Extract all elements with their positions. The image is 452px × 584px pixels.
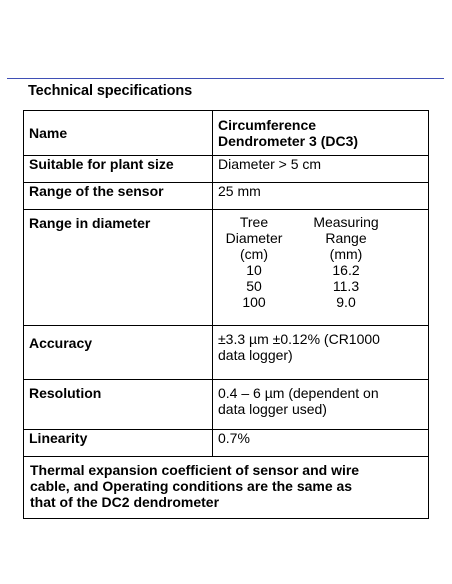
diameter-cell: 100 [242,294,266,310]
name-label: Name [24,111,213,156]
row-resolution [24,380,429,430]
spec-table [23,110,429,519]
range-cell: 11.3 [332,278,360,294]
header-rule [7,78,444,79]
resolution-label: Resolution [24,380,213,430]
accuracy-value [213,326,429,380]
row-accuracy [24,326,429,380]
accuracy-value-line2: data logger) [218,347,293,363]
name-value-line2: Dendrometer 3 (DC3) [218,133,359,149]
accuracy-value-line1: ±3.3 µm ±0.12% (CR1000 [218,331,380,347]
diameter-range-grid [218,210,428,310]
col2-header-1: Measuring [313,214,379,230]
row-note [24,457,429,519]
row-plant-size [24,156,429,183]
note-line2: cable, and Operating conditions are the same as [30,478,353,494]
row-name [24,111,429,156]
sensor-range-value: 25 mm [213,183,429,210]
resolution-value-line2: data logger used) [218,401,327,417]
col1-header-1: Tree [239,214,269,230]
section-title: Technical specifications [28,83,193,99]
diameter-range-label: Range in diameter [24,210,213,326]
col1-header-3: (cm) [240,246,268,262]
note-cell [24,457,429,519]
plant-size-value: Diameter > 5 cm [213,156,429,183]
measuring-range-column [296,214,396,310]
col2-header-3: (mm) [329,246,363,262]
row-diameter-range [24,210,429,326]
diameter-cell: 10 [246,262,262,278]
range-cell: 9.0 [336,294,356,310]
row-linearity [24,430,429,457]
range-cell: 16.2 [332,262,360,278]
linearity-label: Linearity [24,430,213,457]
name-value [213,111,429,156]
tree-diameter-column [218,214,290,310]
note-line3: that of the DC2 dendrometer [30,494,220,510]
note-line1: Thermal expansion coefficient of sensor and wire [30,462,360,478]
col1-header-2: Diameter [225,230,283,246]
diameter-range-value [213,210,429,326]
row-sensor-range [24,183,429,210]
linearity-value: 0.7% [213,430,429,457]
col2-header-2: Range [325,230,367,246]
sensor-range-label: Range of the sensor [24,183,213,210]
diameter-cell: 50 [246,278,262,294]
plant-size-label: Suitable for plant size [24,156,213,183]
resolution-value-line1: 0.4 – 6 µm (dependent on [218,385,379,401]
accuracy-label: Accuracy [24,326,213,380]
resolution-value [213,380,429,430]
name-value-line1: Circumference [218,117,317,133]
